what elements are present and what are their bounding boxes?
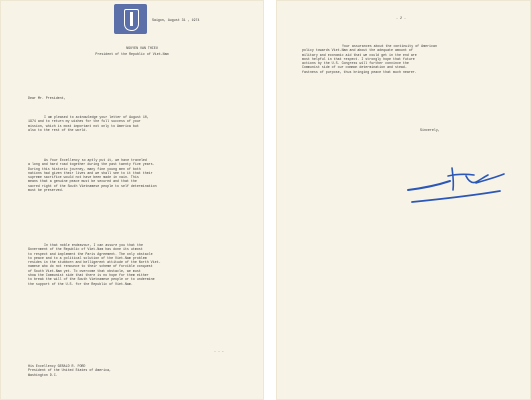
closing: Sincerely, xyxy=(420,128,440,132)
paragraph-continuation: Your assurances about the continuity of American policy towards Viet-Nam and about the adequate amount of military and economic aid that we could get in the end are most helpful in that respect. I strongly hope that future actions by the U.S. Congress will further convince the Communist side of our common determination and stead- fastness of purpose, thus bringing peace that much nearer. xyxy=(302,44,437,74)
seal-emblem-icon xyxy=(124,9,139,31)
letter-page-1 xyxy=(0,0,264,400)
presidential-seal xyxy=(114,4,147,34)
addressee-block: His Excellency GERALD R. FORD President of the United States of America, Washington D.C. xyxy=(28,364,112,377)
page-number: - 2 - xyxy=(396,16,406,20)
letter-page-2 xyxy=(276,0,531,400)
continuation-mark: - - - xyxy=(214,349,224,353)
sender-name: NGUYEN VAN THIEU xyxy=(126,46,158,50)
salutation: Dear Mr. President, xyxy=(28,96,66,100)
paragraph-2: As Your Excellency so aptly put it, we have traveled a long and hard road together during the past twenty five years. During this historic journey, many fine young men of both nations had given their lives and we shall see to it that their supreme sacrifice would not have been made in vain. This means that a genuine peace must be secured and that the sacred right of the South Vietnamese people to self determination must be preserved. xyxy=(28,158,157,193)
signature xyxy=(402,158,512,213)
sender-title: President of the Republic of Viet-Nam xyxy=(95,52,169,56)
paragraph-1: I am pleased to acknowledge your letter of August 10, 1974 and to return my wishes for the full success of your mission, which is most important not only to America but also to the rest of the world. xyxy=(28,115,149,132)
dateline: Saigon, August 31 , 1974 xyxy=(152,18,200,22)
paragraph-3: In that noble endeavour, I can assure you that the Government of the Republic of Viet-Nam has done its utmost to respect and implement the Paris Agreement. The only obstacle to peace and to a political solution of the Viet-Nam problem resides in the stubborn and belligerent attitude of the North Viet- namese who do not renounce to their scheme of forcible conquest of South Viet-Nam yet. To overcome that obstacle, we must show the Communist side that there is no hope for them either to break the will of the South Vietnamese people or to undermine the support of the U.S. for the Republic of Viet-Nam. xyxy=(28,243,161,286)
